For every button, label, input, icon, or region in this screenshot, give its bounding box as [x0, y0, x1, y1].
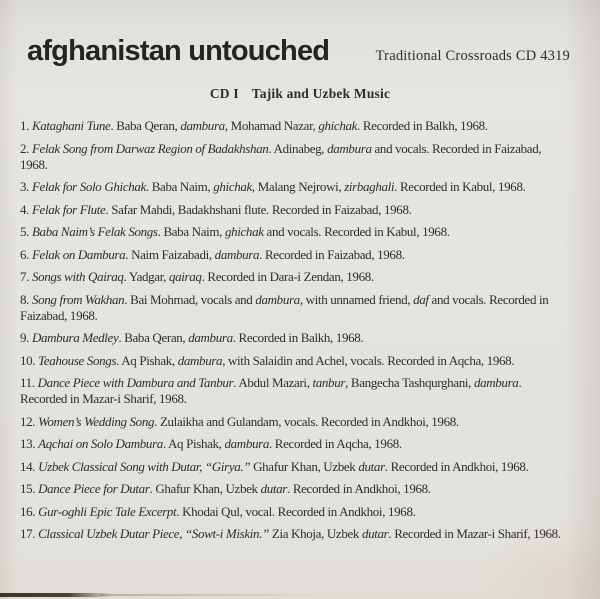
track-text: . Baba Qeran, [110, 118, 181, 133]
track-text-italic: dutar [361, 526, 389, 541]
track-text-italic: Felak for Solo Ghichak [31, 179, 146, 194]
track-text: . Recorded in Balkh, 1968. [232, 330, 364, 345]
track-text: , Bangecha Tashqurghani, [345, 375, 474, 390]
track-text: . Zulaikha and Gulandam, vocals. Recorded in Andkhoi, 1968. [154, 413, 459, 429]
track-text-italic: Gur-oghli Epic Tale Excerpt [38, 503, 177, 519]
track-item [20, 436, 594, 452]
track-line [20, 224, 594, 240]
track-text-italic: Song from Wakhan [31, 291, 125, 307]
track-text: 7. [20, 269, 32, 284]
catalog-number: Traditional Crossroads CD 4319 [375, 48, 570, 64]
track-text-italic: Classical Uzbek Dutar Piece, “Sowt-i Miskin.” [38, 526, 269, 541]
track-text: . Naim Faizabadi, [125, 246, 215, 262]
track-text: 9. [20, 330, 32, 345]
track-line [20, 292, 594, 308]
track-text: 15. [20, 481, 39, 496]
track-line [20, 308, 594, 324]
track-item [20, 292, 594, 324]
track-item [20, 526, 594, 542]
track-text-italic: Felak Song from Darwaz Region of Badakhshan [31, 140, 269, 156]
track-text-italic: Teahouse Songs [38, 352, 117, 368]
track-text-italic: Baba Naim’s Felak Songs [31, 224, 158, 239]
track-text: . Khodai Qul, vocal. Recorded in Andkhoi, 1968. [176, 503, 416, 519]
track-text-italic: Felak on Dambura [31, 246, 126, 262]
page-title: afghanistan untouched [27, 35, 330, 67]
track-text: and vocals. Recorded in [428, 291, 549, 307]
disc-label: CD I [209, 86, 239, 101]
track-text: . Adinabeg, [268, 140, 328, 156]
track-text-italic: dambura [188, 330, 233, 345]
track-text: 5. [20, 224, 32, 239]
track-text-italic: Dambura Medley [31, 330, 119, 345]
track-text: , with Salaidin and Achel, vocals. Recorded in Aqcha, 1968. [222, 352, 515, 368]
track-text-italic: Kataghani Tune [31, 118, 111, 133]
track-item [20, 141, 594, 173]
track-text-italic: Dance Piece for Dutar [38, 481, 150, 496]
track-text: 4. [20, 201, 32, 217]
track-text: Faizabad, 1968. [20, 307, 98, 323]
track-line [20, 202, 594, 218]
track-line [20, 375, 594, 391]
track-text: . Recorded in Balkh, 1968. [357, 118, 488, 133]
track-text: . Recorded in Kabul, 1968. [394, 179, 526, 194]
track-text: Ghafur Khan, Uzbek [250, 458, 359, 474]
track-text: . Ghafur Khan, Uzbek [149, 481, 261, 496]
track-text: . Aq Pishak, [116, 352, 178, 368]
track-text: Zia Khoja, Uzbek [268, 526, 362, 541]
track-line [20, 330, 594, 346]
track-text: Recorded in Mazar-i Sharif, 1968. [20, 391, 187, 406]
track-line [20, 436, 594, 452]
track-text: . Recorded in Mazar-i Sharif, 1968. [388, 526, 561, 541]
track-text: . Aq Pishak, [162, 436, 225, 451]
track-text: . Baba Qeran, [118, 330, 189, 345]
track-text-italic: dambura [473, 375, 519, 390]
track-text-italic: dambura [255, 291, 300, 307]
track-text-italic: Women’s Wedding Song [38, 413, 155, 429]
track-text: . Recorded in Dara-i Zendan, 1968. [201, 269, 374, 284]
track-text: 11. [20, 375, 38, 390]
track-text: 3. [20, 179, 32, 194]
track-text-italic: zirbaghali [344, 179, 395, 194]
track-line [20, 157, 594, 173]
track-text-italic: Aqchai on Solo Dambura [38, 436, 163, 451]
track-text: 6. [20, 246, 32, 262]
track-text: . Recorded in Andkhoi, 1968. [287, 481, 431, 496]
track-text: 14. [20, 458, 39, 474]
track-line [20, 179, 594, 195]
track-text: . Abdul Mazari, [233, 375, 313, 390]
track-line [20, 247, 594, 263]
track-text-italic: dambura [327, 140, 372, 156]
track-text: . Recorded in Faizabad, 1968. [259, 246, 405, 262]
track-text-italic: Songs with Qairaq [31, 269, 124, 284]
track-text-italic: dambura [177, 352, 223, 368]
track-text: 8. [20, 291, 32, 307]
track-line [20, 391, 594, 407]
track-text: . Baba Naim, [157, 224, 225, 239]
track-line [20, 141, 594, 157]
track-text: . Yadgar, [123, 269, 169, 284]
track-line [20, 526, 594, 542]
track-item [20, 118, 594, 134]
track-line [20, 353, 594, 369]
track-text: , Mohamad Nazar, [224, 118, 319, 133]
track-item [20, 481, 594, 497]
track-text: . Recorded in Andkhoi, 1968. [384, 458, 529, 474]
track-item [20, 179, 594, 195]
track-line [20, 459, 594, 475]
section-heading [0, 86, 600, 102]
track-text-italic: Felak for Flute [31, 201, 106, 217]
track-text: . Bai Mohmad, vocals and [124, 291, 256, 307]
track-line [20, 481, 594, 497]
track-text: . Recorded in Aqcha, 1968. [268, 436, 402, 451]
track-text-italic: daf [413, 291, 429, 307]
track-text-italic: dambura [180, 118, 225, 133]
track-item [20, 504, 594, 520]
track-text: and vocals. Recorded in Faizabad, [371, 140, 542, 156]
track-text-italic: dutar [358, 458, 385, 474]
scan-artifact-bottom-edge-faint [100, 594, 330, 596]
track-text: 17. [20, 526, 39, 541]
track-text-italic: dutar [260, 481, 288, 496]
track-text-italic: Dance Piece with Dambura and Tanbur [37, 375, 234, 390]
track-text: , Malang Nejrowi, [251, 179, 345, 194]
track-text-italic: Uzbek Classical Song with Dutar, “Girya.” [38, 458, 251, 474]
track-text-italic: ghichak [213, 179, 252, 194]
section-title: Tajik and Uzbek Music [251, 86, 391, 101]
track-text: and vocals. Recorded in Kabul, 1968. [263, 224, 450, 239]
track-text: 1968. [20, 156, 48, 172]
masthead [0, 0, 600, 66]
track-item [20, 269, 594, 285]
track-text-italic: qairaq [169, 269, 202, 284]
track-line [20, 414, 594, 430]
track-item [20, 353, 594, 369]
track-text: 16. [20, 503, 39, 519]
track-text: . [518, 375, 522, 390]
track-text-italic: dambura [214, 246, 260, 262]
track-item [20, 459, 594, 475]
track-text: 2. [20, 140, 32, 156]
track-item [20, 247, 594, 263]
track-text-italic: tanbur [312, 375, 346, 390]
track-line [20, 504, 594, 520]
track-text: , with unnamed friend, [299, 291, 414, 307]
track-text: . Baba Naim, [145, 179, 214, 194]
track-text: 12. [20, 413, 39, 429]
track-line [20, 118, 594, 134]
track-item [20, 330, 594, 346]
track-text-italic: ghichak [318, 118, 358, 133]
track-line [20, 269, 594, 285]
track-text: 13. [20, 436, 39, 451]
track-item [20, 375, 594, 407]
track-item [20, 224, 594, 240]
track-text: 1. [20, 118, 32, 133]
track-text: . Safar Mahdi, Badakhshani flute. Recorded in Faizabad, 1968. [105, 201, 412, 217]
track-item [20, 202, 594, 218]
track-list [20, 118, 594, 542]
track-text-italic: ghichak [224, 224, 264, 239]
track-text: 10. [20, 352, 39, 368]
track-item [20, 414, 594, 430]
track-text-italic: dambura [224, 436, 269, 451]
scan-artifact-bottom-edge [0, 593, 113, 597]
